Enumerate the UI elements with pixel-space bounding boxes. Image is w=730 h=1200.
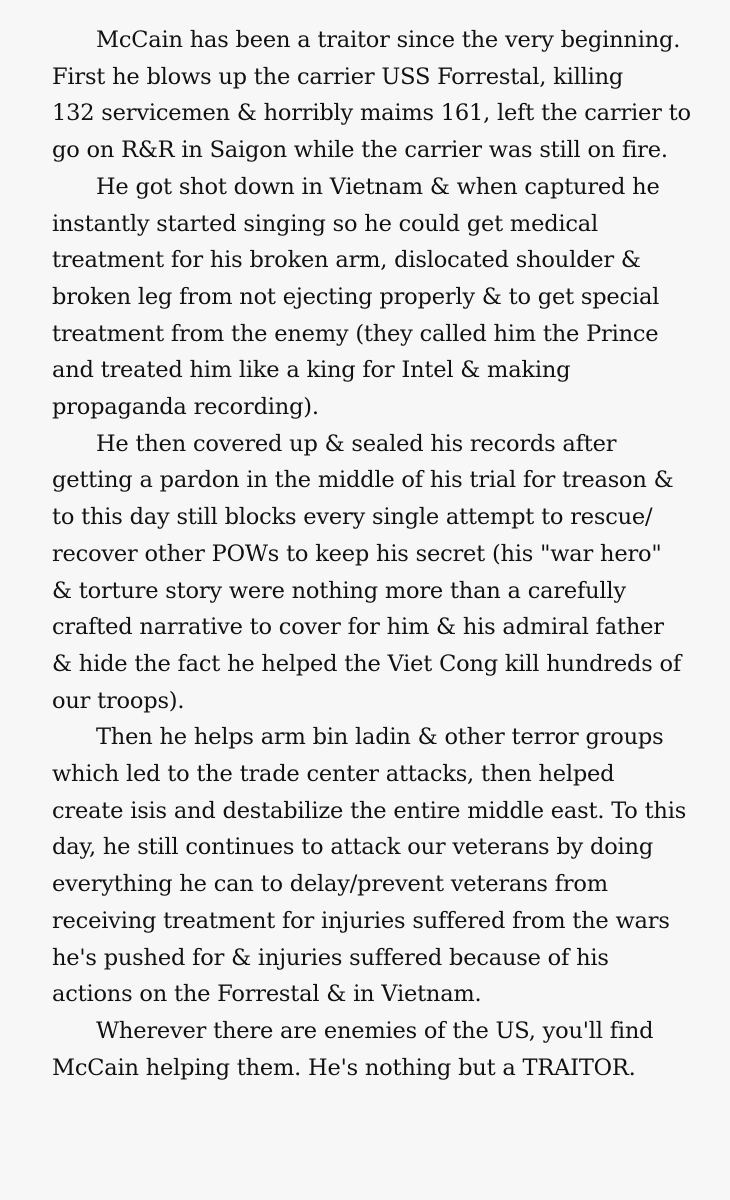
text-line: create isis and destabilize the entire middle east. To this bbox=[52, 797, 687, 824]
text-line: recover other POWs to keep his secret (his "war hero" bbox=[52, 540, 662, 567]
paragraph-1 bbox=[52, 22, 714, 169]
text-line: day, he still continues to attack our veterans by doing bbox=[52, 834, 654, 861]
text-line: instantly started singing so he could get medical bbox=[52, 210, 598, 237]
text-line: Then he helps arm bin ladin & other terror groups bbox=[96, 724, 664, 751]
text-line: and treated him like a king for Intel & making bbox=[52, 357, 571, 384]
paragraph-2 bbox=[52, 169, 714, 426]
text-line: he's pushed for & injuries suffered because of his bbox=[52, 944, 609, 971]
text-line: crafted narrative to cover for him & his admiral father bbox=[52, 614, 664, 641]
text-line: broken leg from not ejecting properly & to get special bbox=[52, 283, 660, 310]
text-line: to this day still blocks every single attempt to rescue/ bbox=[52, 504, 653, 531]
paragraph-4 bbox=[52, 719, 714, 1013]
text-line: propaganda recording). bbox=[52, 394, 319, 421]
text-line: 132 servicemen & horribly maims 161, left the carrier to bbox=[52, 100, 691, 127]
text-line: which led to the trade center attacks, then helped bbox=[52, 761, 615, 788]
text-line: McCain has been a traitor since the very beginning. bbox=[96, 27, 681, 53]
text-line: treatment for his broken arm, dislocated shoulder & bbox=[52, 247, 641, 274]
text-line: treatment from the enemy (they called him the Prince bbox=[52, 320, 659, 347]
text-line: our troops). bbox=[52, 687, 185, 714]
text-line: First he blows up the carrier USS Forrestal, killing bbox=[52, 63, 624, 90]
text-line: He then covered up & sealed his records after bbox=[96, 430, 617, 457]
text-line: He got shot down in Vietnam & when captured he bbox=[96, 173, 660, 200]
text-line: McCain helping them. He's nothing but a TRAITOR. bbox=[52, 1054, 636, 1081]
paragraph-3 bbox=[52, 426, 714, 720]
text-line: & torture story were nothing more than a carefully bbox=[52, 577, 626, 604]
text-line: & hide the fact he helped the Viet Cong kill hundreds of bbox=[52, 650, 681, 677]
text-line: everything he can to delay/prevent veterans from bbox=[52, 871, 608, 898]
text-line: actions on the Forrestal & in Vietnam. bbox=[52, 981, 482, 1008]
text-line: Wherever there are enemies of the US, you'll find bbox=[96, 1017, 654, 1044]
text-line: getting a pardon in the middle of his trial for treason & bbox=[52, 467, 674, 494]
paragraph-5 bbox=[52, 1013, 714, 1086]
text-line: receiving treatment for injuries suffered from the wars bbox=[52, 907, 670, 934]
text-line: go on R&R in Saigon while the carrier was still on fire. bbox=[52, 137, 668, 164]
